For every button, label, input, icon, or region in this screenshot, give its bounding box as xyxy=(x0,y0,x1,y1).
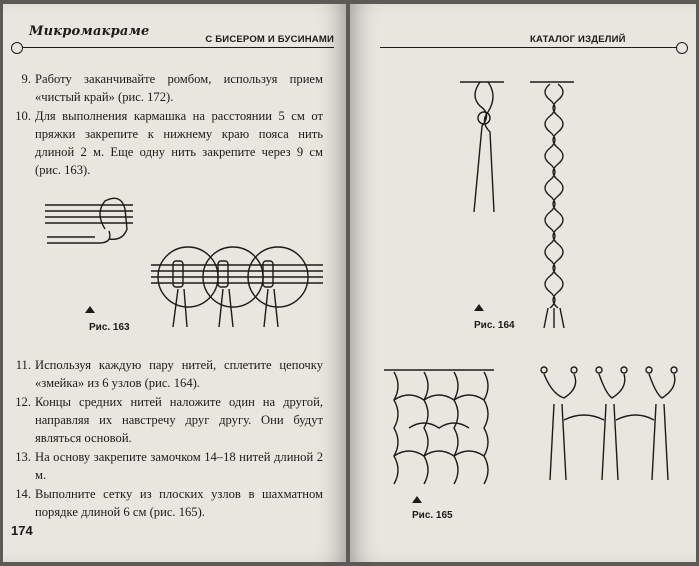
header-rule xyxy=(23,47,334,48)
figure-165-caption: Рис. 165 xyxy=(412,510,453,521)
steps-top xyxy=(13,70,323,180)
figure-marker-icon xyxy=(85,306,95,313)
figure-marker-icon xyxy=(412,496,422,503)
running-title-left: С БИСЕРОМ И БУСИНАМИ xyxy=(205,34,334,45)
step-text: На основу закрепите замочком 14–18 нитей длиной 2 м. xyxy=(35,450,323,482)
step-number: 10. xyxy=(15,109,31,123)
steps-bottom xyxy=(13,356,323,522)
figure-164-illustration xyxy=(458,72,598,332)
right-page xyxy=(350,4,696,562)
page-number: 174 xyxy=(11,523,33,538)
step-text: Используя каждую пару нитей, сплетите цепочку «змейка» из 6 узлов (рис. 164). xyxy=(35,358,323,390)
step-9 xyxy=(13,70,323,106)
step-10 xyxy=(13,107,323,179)
step-13 xyxy=(13,448,323,484)
left-page-header xyxy=(13,26,334,50)
step-text: Работу заканчивайте ромбом, используя прием «чистый край» (рис. 172). xyxy=(35,72,323,104)
running-title-right: КАТАЛОГ ИЗДЕЛИЙ xyxy=(530,34,626,45)
step-text: Концы средних нитей наложите один на другой, направляя их навстречу друг другу. Они будут являться основой. xyxy=(35,395,323,445)
step-number: 12. xyxy=(15,395,31,409)
figure-165-illustration xyxy=(384,360,694,490)
header-ring-ornament xyxy=(676,42,688,54)
step-11 xyxy=(13,356,323,392)
brand-title: Микромакраме xyxy=(29,24,150,39)
step-14 xyxy=(13,485,323,521)
step-number: 11. xyxy=(15,358,31,372)
step-text: Для выполнения кармашка на расстоянии 5 см от пряжки закрепите к нижнему краю пояса нить длиной 2 м. Еще одну нить закрепите через 9 см (рис. 163). xyxy=(35,109,323,177)
step-number: 13. xyxy=(15,450,31,464)
left-page xyxy=(3,4,346,562)
step-12 xyxy=(13,393,323,447)
figure-163-caption: Рис. 163 xyxy=(89,322,130,333)
step-text: Выполните сетку из плоских узлов в шахматном порядке длиной 6 см (рис. 165). xyxy=(35,487,323,519)
step-number: 14. xyxy=(15,487,31,501)
figure-164-caption: Рис. 164 xyxy=(474,320,515,331)
figure-marker-icon xyxy=(474,304,484,311)
step-number: 9. xyxy=(21,72,31,86)
right-page-header xyxy=(380,26,688,50)
header-rule xyxy=(380,47,676,48)
header-ring-ornament xyxy=(11,42,23,54)
figure-163-illustration xyxy=(43,189,343,339)
